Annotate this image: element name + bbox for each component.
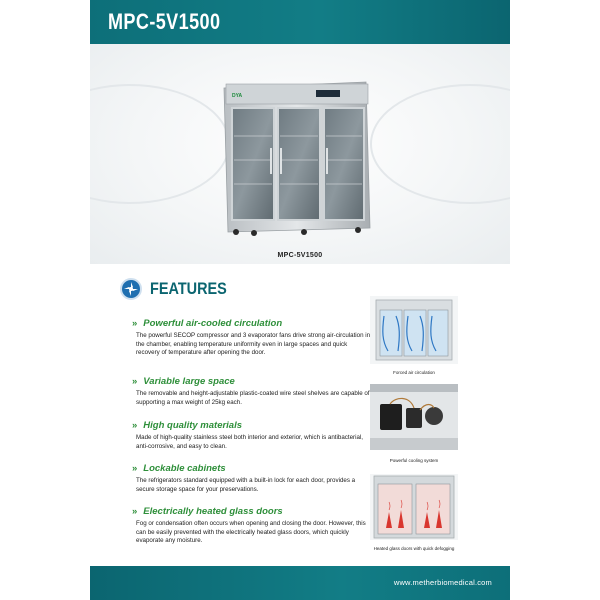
feature-body: Made of high-quality stainless steel both interior and exterior, which is antibacterial, anti-corrosive, and easy to clean. <box>136 434 363 450</box>
cooling-system-image <box>370 384 458 450</box>
refrigerator-image <box>218 78 372 238</box>
feature-title: Powerful air-cooled circulation <box>143 318 283 329</box>
feature-heated-doors <box>132 506 372 546</box>
feature-air-circulation <box>132 318 372 358</box>
feature-lockable <box>132 463 372 494</box>
feature-large-space <box>132 376 372 407</box>
brand-logo: DYA <box>232 93 243 99</box>
chevron-right-icon: » <box>132 420 138 431</box>
feature-body: The removable and height-adjustable plastic-coated wire steel shelves are capable of supporting a max weight of 25kg each. <box>136 390 370 406</box>
air-circulation-image <box>370 296 458 364</box>
page-title: MPC-5V1500 <box>108 9 221 34</box>
feature-title: Lockable cabinets <box>143 463 226 474</box>
website-link[interactable]: www.metherbiomedical.com <box>393 578 492 587</box>
chevron-right-icon: » <box>132 506 138 517</box>
product-hero <box>90 44 510 264</box>
feature-body: Fog or condensation often occurs when opening and closing the door. However, this can be easily prevented with the electrically heated glass doors, which quickly evaporate any moisture. <box>136 520 366 545</box>
heated-doors-caption: Heated glass doors with quick defogging <box>373 546 455 551</box>
brochure-page <box>90 0 510 600</box>
chevron-right-icon: » <box>132 376 138 387</box>
feature-title: High quality materials <box>143 420 243 431</box>
feature-body: The powerful SECOP compressor and 3 evaporator fans drive strong air-circulation in the chamber, enabling temperature uniformity even in large spaces and quick recovery of temperature after opening the door. <box>136 332 371 357</box>
feature-materials <box>132 420 372 451</box>
footer-band <box>90 566 510 600</box>
chevron-right-icon: » <box>132 318 138 329</box>
air-circulation-caption: Forced air circulation <box>393 370 435 375</box>
features-title: FEATURES <box>150 279 227 298</box>
product-caption: MPC-5V1500 <box>277 252 323 259</box>
header-band <box>90 0 510 44</box>
decor-arc <box>370 84 510 204</box>
heated-doors-image <box>370 474 458 540</box>
feature-body: The refrigerators standard equipped with a built-in lock for each door, provides a secure storage space for your preservations. <box>136 477 356 493</box>
decor-arc <box>90 84 230 204</box>
chevron-right-icon: » <box>132 463 138 474</box>
fan-icon <box>120 278 142 300</box>
cooling-system-caption: Powerful cooling system <box>389 458 439 463</box>
feature-title: Electrically heated glass doors <box>143 506 283 517</box>
feature-title: Variable large space <box>143 376 235 387</box>
